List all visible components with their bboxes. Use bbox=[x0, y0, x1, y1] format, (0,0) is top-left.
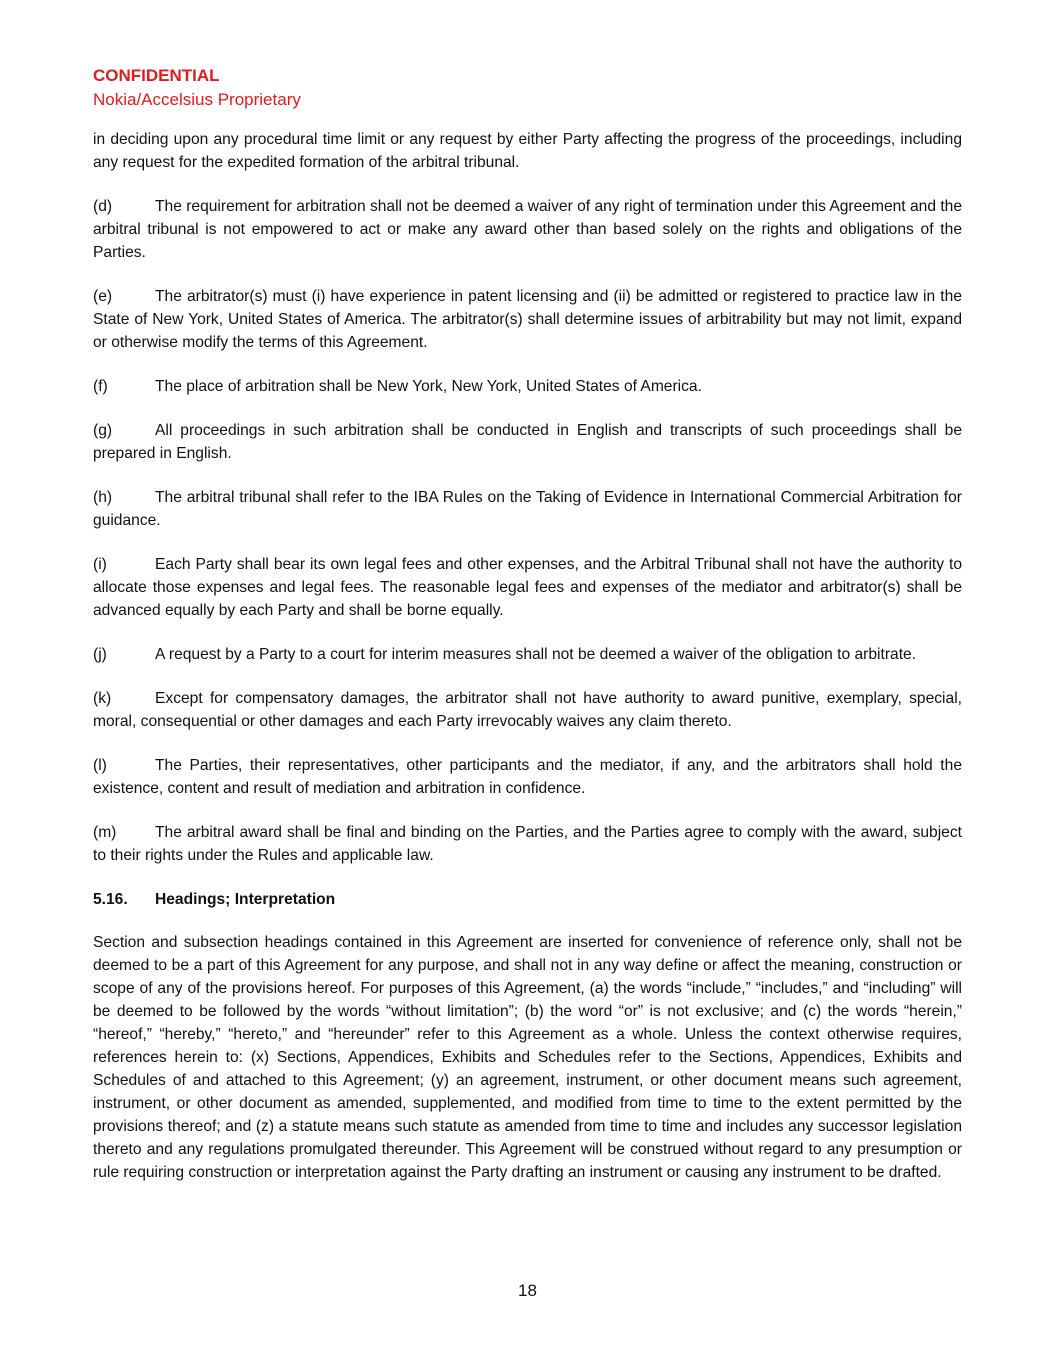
clause-text: Except for compensatory damages, the arbitrator shall not have authority to award punitive, exemplary, special, moral, consequential or other damages and each Party irrevocably waives any claim thereto. bbox=[93, 690, 962, 730]
clause-text: All proceedings in such arbitration shall be conducted in English and transcripts of such proceedings shall be prepared in English. bbox=[93, 422, 962, 462]
proprietary-label: Nokia/Accelsius Proprietary bbox=[93, 90, 301, 109]
clause-m bbox=[93, 821, 962, 867]
clause-text: The requirement for arbitration shall not be deemed a waiver of any right of termination under this Agreement and the arbitral tribunal is not empowered to act or make any award other than based solely on the rights and obligations of the Parties. bbox=[93, 198, 962, 261]
clause-i bbox=[93, 553, 962, 622]
section-title: Headings; Interpretation bbox=[155, 891, 336, 908]
confidentiality-header bbox=[93, 64, 962, 112]
clause-d bbox=[93, 195, 962, 264]
section-body: Section and subsection headings contained in this Agreement are inserted for convenience of reference only, shall not be deemed to be a part of this Agreement for any purpose, and shall not in any way define or affect the meaning, construction or scope of any of the provisions hereof. For purposes of this Agreement, (a) the words “include,” “includes,” and “including” will be deemed to be followed by the words “without limitation”; (b) the word “or” is not exclusive; and (c) the words “herein,” “hereof,” “hereby,” “hereto,” and “hereunder” refer to this Agreement as a whole. Unless the context otherwise requires, references herein to: (x) Sections, Appendices, Exhibits and Schedules refer to the Sections, Appendices, Exhibits and Schedules of and attached to this Agreement; (y) an agreement, instrument, or other document means such agreement, instrument, or other document as amended, supplemented, and modified from time to time to the extent permitted by the provisions thereof; and (z) a statute means such statute as amended from time to time and includes any successor legislation thereto and any regulations promulgated thereunder. This Agreement will be construed without regard to any presumption or rule requiring construction or interpretation against the Party drafting an instrument or causing any instrument to be drafted. bbox=[93, 934, 962, 1181]
clause-text: A request by a Party to a court for interim measures shall not be deemed a waiver of the obligation to arbitrate. bbox=[155, 646, 917, 663]
clause-label: (l) bbox=[93, 757, 107, 774]
section-number: 5.16. bbox=[93, 891, 128, 908]
clause-text: The place of arbitration shall be New York, New York, United States of America. bbox=[155, 378, 702, 395]
clause-label: (m) bbox=[93, 824, 117, 841]
clause-e bbox=[93, 285, 962, 354]
clause-label: (j) bbox=[93, 646, 107, 663]
clause-text: The Parties, their representatives, other participants and the mediator, if any, and the arbitrators shall hold the existence, content and result of mediation and arbitration in confidence. bbox=[93, 757, 962, 797]
clause-text: Each Party shall bear its own legal fees and other expenses, and the Arbitral Tribunal shall not have the authority to allocate those expenses and legal fees. The reasonable legal fees and expenses of the mediator and arbitrator(s) shall be advanced equally by each Party and shall be borne equally. bbox=[93, 556, 962, 619]
clause-label: (e) bbox=[93, 288, 113, 305]
clause-label: (h) bbox=[93, 489, 113, 506]
clause-label: (g) bbox=[93, 422, 113, 439]
section-heading bbox=[93, 888, 962, 911]
clause-g bbox=[93, 419, 962, 465]
page-number: 18 bbox=[518, 1281, 537, 1300]
clause-label: (f) bbox=[93, 378, 108, 395]
clause-k bbox=[93, 687, 962, 733]
clause-text: The arbitral award shall be final and binding on the Parties, and the Parties agree to comply with the award, subject to their rights under the Rules and applicable law. bbox=[93, 824, 962, 864]
clause-text: The arbitral tribunal shall refer to the IBA Rules on the Taking of Evidence in International Commercial Arbitration for guidance. bbox=[93, 489, 962, 529]
intro-paragraph: in deciding upon any procedural time limit or any request by either Party affecting the progress of the proceedings, including any request for the expedited formation of the arbitral tribunal. bbox=[93, 131, 962, 171]
clause-label: (k) bbox=[93, 690, 112, 707]
clause-text: The arbitrator(s) must (i) have experience in patent licensing and (ii) be admitted or registered to practice law in the State of New York, United States of America. The arbitrator(s) shall determine issues of arbitrability but may not limit, expand or otherwise modify the terms of this Agreement. bbox=[93, 288, 962, 351]
clause-f bbox=[93, 375, 962, 398]
document-page bbox=[93, 64, 962, 1205]
clause-label: (i) bbox=[93, 556, 107, 573]
confidential-label: CONFIDENTIAL bbox=[93, 66, 220, 85]
clause-h bbox=[93, 486, 962, 532]
clause-j bbox=[93, 643, 962, 666]
clause-l bbox=[93, 754, 962, 800]
clause-label: (d) bbox=[93, 198, 113, 215]
